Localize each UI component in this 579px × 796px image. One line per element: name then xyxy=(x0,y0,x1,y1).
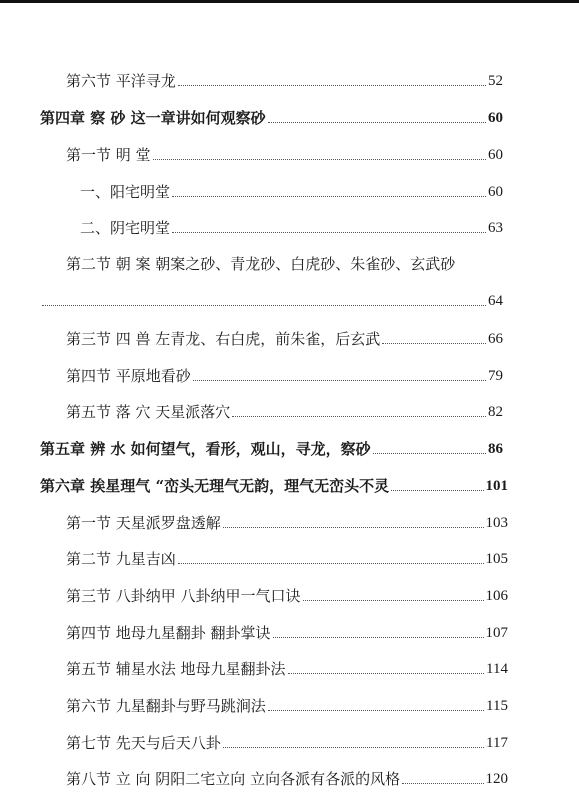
toc-entry-page: 106 xyxy=(485,588,508,604)
page-top-border xyxy=(0,0,579,3)
dot-leader xyxy=(391,490,483,491)
toc-entry-chapter[interactable] xyxy=(40,471,508,495)
toc-entry-section[interactable] xyxy=(66,397,503,421)
toc-entry-page: 64 xyxy=(488,293,503,309)
dot-leader xyxy=(288,673,485,674)
dot-leader xyxy=(268,122,486,123)
toc-entry-title: 第二节 九星吉凶 xyxy=(66,550,176,568)
dot-leader xyxy=(268,710,484,711)
toc-entry-title: 二、阴宅明堂 xyxy=(80,219,171,237)
toc-entry-title: 第五节 落 穴 天星派落穴 xyxy=(66,403,231,421)
toc-entry-section[interactable] xyxy=(66,764,508,788)
toc-entry-title: 第一节 天星派罗盘透解 xyxy=(66,514,221,532)
toc-entry-section[interactable] xyxy=(66,66,503,90)
toc-entry-page: 60 xyxy=(488,110,503,126)
toc-entry-title: 第一节 明 堂 xyxy=(66,146,151,164)
toc-entry-page: 107 xyxy=(485,625,508,641)
toc-entry-page: 120 xyxy=(485,771,508,787)
toc-entry-section[interactable] xyxy=(66,361,503,385)
dot-leader xyxy=(172,196,486,197)
toc-entry-page: 52 xyxy=(488,73,503,89)
toc-entry-page: 86 xyxy=(488,441,503,457)
toc-entry-page: 66 xyxy=(488,331,503,347)
dot-leader xyxy=(373,453,486,454)
toc-entry-page: 79 xyxy=(488,368,503,384)
toc-entry-chapter[interactable] xyxy=(40,103,503,127)
toc-entry-title: 第三节 四 兽 左青龙、右白虎，前朱雀，后玄武 xyxy=(66,330,381,348)
toc-entry-title: 第四章 察 砂 这一章讲如何观察砂 xyxy=(40,109,266,127)
dot-leader xyxy=(153,159,486,160)
toc-entry-section[interactable] xyxy=(66,654,508,678)
dot-leader xyxy=(223,527,484,528)
dot-leader xyxy=(193,380,486,381)
toc-entry-section[interactable] xyxy=(66,728,508,752)
toc-entry-section[interactable] xyxy=(66,581,508,605)
toc-entry-title: 第六节 九星翻卦与野马跳涧法 xyxy=(66,697,266,715)
toc-entry-page: 105 xyxy=(485,551,508,567)
dot-leader xyxy=(42,305,486,306)
toc-entry-title: 第六章 挨星理气 “峦头无理气无韵，理气无峦头不灵 xyxy=(40,477,390,495)
dot-leader xyxy=(382,343,486,344)
dot-leader xyxy=(402,783,483,784)
toc-entry-subsection[interactable] xyxy=(80,177,503,201)
toc-entry-page: 63 xyxy=(488,220,503,236)
toc-entry-title: 第五章 辨 水 如何望气，看形，观山，寻龙，察砂 xyxy=(40,440,371,458)
toc-entry-section[interactable] xyxy=(66,544,508,568)
toc-entry-title: 第七节 先天与后天八卦 xyxy=(66,734,221,752)
toc-entry-section[interactable] xyxy=(66,691,508,715)
toc-entry-title: 第六节 平洋寻龙 xyxy=(66,72,176,90)
toc-entry-continuation[interactable] xyxy=(40,286,503,310)
toc-entry-page: 60 xyxy=(488,147,503,163)
dot-leader xyxy=(178,563,484,564)
toc-entry-page: 82 xyxy=(488,404,503,420)
dot-leader xyxy=(232,416,486,417)
toc-entry-title: 第四节 平原地看砂 xyxy=(66,367,191,385)
toc-entry-subsection[interactable] xyxy=(80,213,503,237)
toc-entry-section[interactable] xyxy=(66,324,503,348)
toc-entry-section[interactable] xyxy=(66,140,503,164)
toc-entry-section[interactable] xyxy=(66,508,508,532)
toc-entry-page: 60 xyxy=(488,184,503,200)
toc-entry-page: 115 xyxy=(486,698,508,714)
toc-entry-title: 第八节 立 向 阴阳二宅立向 立向各派有各派的风格 xyxy=(66,770,401,788)
dot-leader xyxy=(178,85,486,86)
dot-leader xyxy=(273,637,484,638)
toc-entry-title: 第四节 地母九星翻卦 翻卦掌诀 xyxy=(66,624,271,642)
toc-entry-title: 第三节 八卦纳甲 八卦纳甲一气口诀 xyxy=(66,587,301,605)
toc-entry-title[interactable]: 第二节 朝 案 朝案之砂、青龙砂、白虎砂、朱雀砂、玄武砂 xyxy=(66,255,456,273)
dot-leader xyxy=(303,600,484,601)
toc-entry-page: 103 xyxy=(485,515,508,531)
dot-leader xyxy=(172,232,486,233)
toc-entry-title: 一、阳宅明堂 xyxy=(80,183,171,201)
toc-entry-title: 第五节 辅星水法 地母九星翻卦法 xyxy=(66,660,286,678)
dot-leader xyxy=(223,747,484,748)
toc-entry-page: 117 xyxy=(486,735,508,751)
toc-entry-page: 114 xyxy=(486,661,508,677)
toc-entry-chapter[interactable] xyxy=(40,434,503,458)
toc-entry-page: 101 xyxy=(485,478,508,494)
toc-entry-section[interactable] xyxy=(66,618,508,642)
